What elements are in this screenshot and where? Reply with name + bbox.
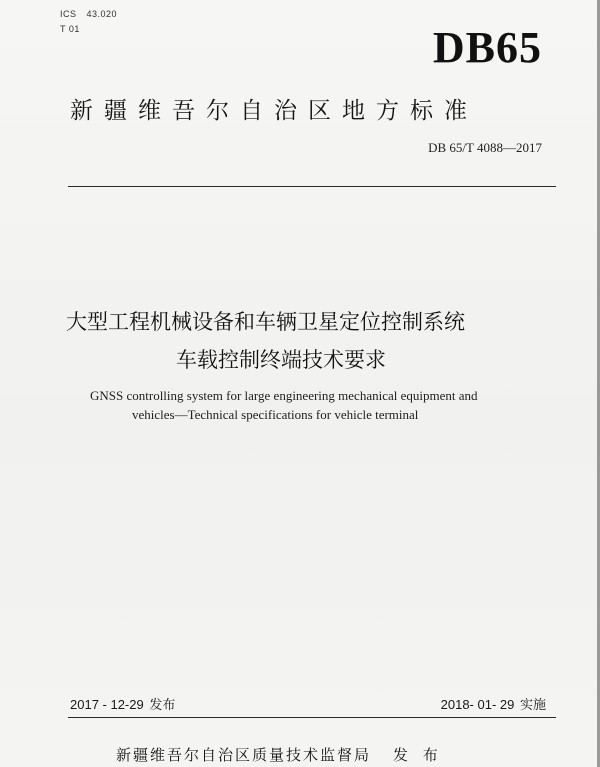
issuer-action: 发 布 [393,746,443,764]
issuer-name: 新疆维吾尔自治区质量技术监督局 [116,746,372,764]
header-divider [68,186,556,187]
title-en-line2: vehicles—Technical specifications for vehicle terminal [132,407,419,422]
footer-divider [68,717,556,718]
implement-label: 实施 [519,698,546,713]
db-code: DB65 [432,23,542,72]
title-cn-line1: 大型工程机械设备和车辆卫星定位控制系统 [66,310,465,334]
ics-classification [60,9,117,19]
implement-date-row [441,694,546,713]
issuer [116,744,443,765]
ics-label: ICS [60,9,77,19]
ics-code: 43.020 [86,9,118,19]
publish-label: 发布 [149,698,176,713]
ccs-code: T 01 [60,24,80,34]
implement-date: 2018- 01- 29 [440,697,515,712]
title-en-line1: GNSS controlling system for large engineering mechanical equipment and [90,388,478,403]
standard-number: DB 65/T 4088—2017 [428,140,542,155]
publish-date-row [70,694,175,713]
title-cn-line2: 车载控制终端技术要求 [176,348,386,372]
standard-type: 新疆维吾尔自治区地方标准 [70,98,478,124]
publish-date: 2017 - 12-29 [70,697,144,712]
